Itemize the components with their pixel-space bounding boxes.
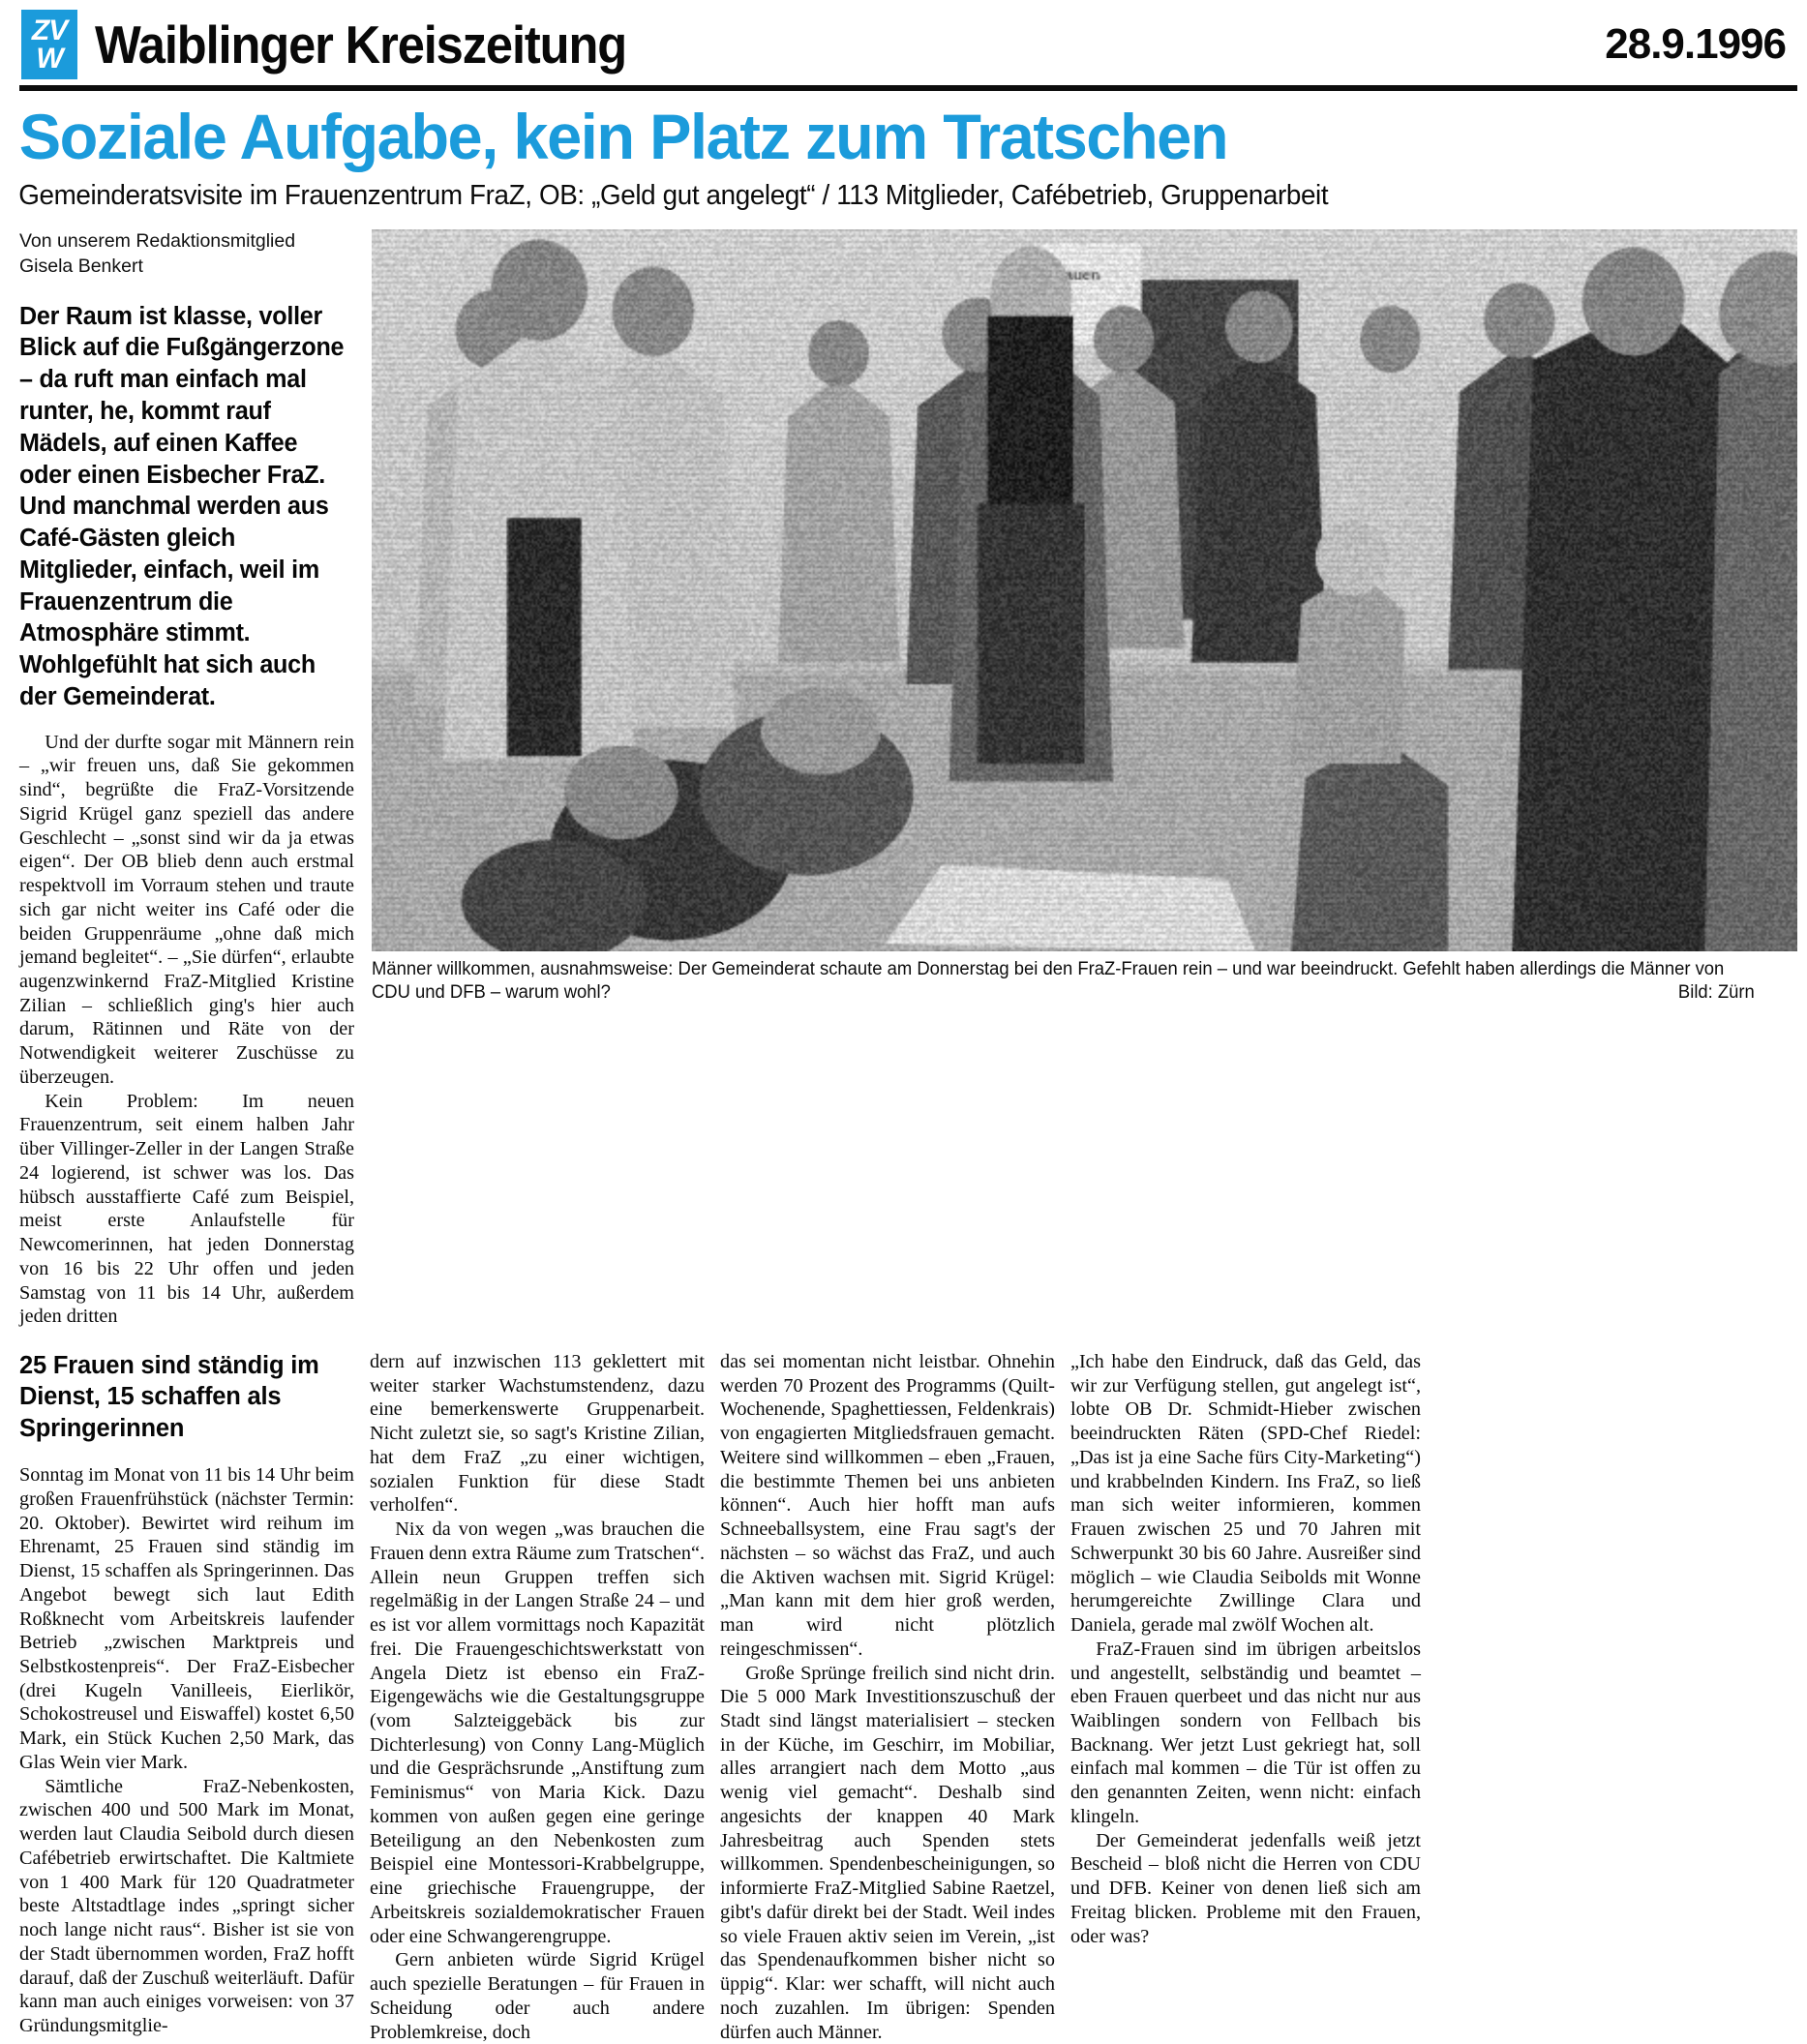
column-1-lower	[19, 1350, 370, 2044]
byline-line-1: Von unserem Redaktionsmitglied	[19, 230, 296, 253]
lower-section	[0, 1329, 1807, 2044]
column-2-lower	[370, 1350, 720, 2044]
section-subhead: 25 Frauen sind ständig im Dienst, 15 schaffen als Springerinnen	[19, 1351, 319, 1442]
byline-line-2: Gisela Benkert	[19, 255, 143, 277]
paragraph: „Ich habe den Eindruck, daß das Geld, das wir zur Verfügung stellen, gut angelegt ist“, lobte OB Dr. Schmidt-Hieber zwischen beeindruckten Räten (SPD-Chef Riedel: „Das ist ja eine Sache fürs City-Marketing“) und krabbelnden Kindern. Ins FraZ, so ließ man sich weiter informieren, kommen Frauen zwischen 25 und 70 Jahren mit Schwerpunkt 30 bis 60 Jahre. Ausreißer sind möglich – wie Claudia Seibolds mit Wonne herumgereichte Zwillinge Clara und Daniela, gerade mal zwölf Wochen alt.	[1070, 1350, 1421, 1637]
column-3-lower-body	[720, 1350, 1055, 2044]
article-photo-canvas	[372, 229, 1797, 951]
column-4-lower-body	[1070, 1350, 1421, 1948]
column-3-lower	[720, 1350, 1070, 2044]
photo-wrapper	[370, 229, 1797, 1329]
byline	[19, 229, 354, 279]
column-2-lower-body	[370, 1350, 705, 2044]
column-1-upper	[19, 229, 370, 1329]
article-photo	[372, 229, 1797, 951]
paragraph: FraZ-Frauen sind im übrigen arbeitslos und angestellt, selbständig und beamtet – eben Frauen querbeet und das nicht nur aus Waiblingen sondern von Fellbach bis Backnang. Wer jetzt Lust gekriegt hat, soll einfach mal kommen – die Tür ist offen zu den genannten Zeiten, wenn nicht: einfach klingeln.	[1070, 1638, 1421, 1827]
paragraph: Gern anbieten würde Sigrid Krügel auch spezielle Beratungen – für Frauen in Scheidung oder auch andere Problemkreise, doch	[370, 1949, 705, 2043]
page-headline: Soziale Aufgabe, kein Platz zum Tratschen	[18, 101, 1228, 172]
paragraph: Und der durfte sogar mit Männern rein – „wir freuen uns, daß Sie gekommen sind“, begrüßte die FraZ-Vorsitzende Sigrid Krügel ganz speziell das andere Geschlecht – „sonst sind wir da ja etwas eigen“. Der OB blieb denn auch erstmal respektvoll im Vorraum stehen und traute sich gar nicht weiter ins Café oder die beiden Gruppenräume „ohne daß mich jemand begleitet“. – „Sie dürfen“, erlaubte augenzwinkernd FraZ-Mitglied Kristine Zilian – schließlich ging's hier auch darum, Rätinnen und Räte von der Notwendigkeit weiterer Zuschüsse zu überzeugen.	[19, 731, 354, 1088]
upper-section	[0, 212, 1807, 1329]
masthead-title: Waiblinger Kreiszeitung	[95, 14, 627, 75]
masthead-date: 28.9.1996	[1605, 20, 1786, 68]
photo-caption	[372, 951, 1755, 1004]
paragraph: das sei momentan nicht leistbar. Ohnehin werden 70 Prozent des Programms (Quilt-Wochenende, Spaghettiessen, Feldenkrais) von engagierten Mitgliedsfrauen gemacht. Weitere sind willkommen – eben „Frauen, die bestimmte Themen bei uns anbieten können“. Auch hier hofft man aufs Schneeballsystem, eine Frau sagt's der nächsten – so wächst das FraZ, und auch die Aktiven wachsen mit. Sigrid Krügel: „Man kann mit dem hier groß werden, man wird nicht plötzlich reingeschmissen“.	[720, 1350, 1055, 1660]
paragraph: Sämtliche FraZ-Nebenkosten, zwischen 400 und 500 Mark im Monat, werden laut Claudia Seibold durch diesen Cafébetrieb erwirtschaftet. Die Kaltmiete von 1 400 Mark für 120 Quadratmeter beste Altstadtlage indes „springt sicher noch lange nicht raus“. Bisher ist sie von der Stadt übernommen worden, FraZ hofft darauf, daß der Zuschuß weiterläuft. Dafür kann man auch einiges vorweisen: von 37 Gründungsmitglie-	[19, 1775, 354, 2036]
lead-paragraph: Der Raum ist klasse, voller Blick auf die Fußgängerzone – da ruft man einfach mal runter, he, kommt rauf Mädels, auf einen Kaffee oder einen Eisbecher FraZ. Und manchmal werden aus Café-Gästen gleich Mitglieder, einfach, weil im Frauenzentrum die Atmosphäre stimmt. Wohlgefühlt hat sich auch der Gemeinderat.	[19, 302, 345, 710]
column-1-upper-body	[19, 731, 354, 1329]
column-4-lower	[1070, 1350, 1421, 2044]
paragraph: Der Gemeinderat jedenfalls weiß jetzt Bescheid – bloß nicht die Herren von CDU und DFB. Keiner von denen ließ sich am Freitag blicken. Probleme mit den Frauen, oder was?	[1070, 1829, 1421, 1947]
photo-caption-text: Männer willkommen, ausnahmsweise: Der Gemeinderat schaute am Donnerstag bei den FraZ-Frauen rein – und war beeindruckt. Gefehlt haben allerdings die Männer von CDU und DFB – warum wohl?	[372, 959, 1725, 1003]
masthead	[0, 0, 1807, 81]
logo-text-top: ZV	[31, 15, 68, 46]
paragraph: Große Sprünge freilich sind nicht drin. Die 5 000 Mark Investitionszuschuß der Stadt sind längst materialisiert – stecken in der Küche, im Geschirr, im Mobiliar, alles arrangiert nach dem Motto „aus wenig viel gemacht“. Deshalb sind angesichts der knappen 40 Mark Jahresbeitrag auch Spenden stets willkommen. Spendenbescheinigungen, so informierte FraZ-Mitglied Sabine Raetzel, gibt's dafür direkt bei der Stadt. Weil indes so viele Frauen aktiv seien im Verein, „ist das Spendenaufkommen bisher nicht so üppig“. Klar: wer schafft, will nicht auch noch zuzahlen. Im übrigen: Spenden dürfen auch Männer.	[720, 1662, 1055, 2043]
zvw-logo	[21, 10, 77, 79]
photo-credit: Bild: Zürn	[1677, 981, 1755, 1003]
column-1-lower-body	[19, 1463, 354, 2038]
paragraph: dern auf inzwischen 113 geklettert mit weiter starker Wachstumstendenz, dazu eine bemerkenswerte Gruppenarbeit. Nicht zuletzt sie, so sagt's Kristine Zilian, hat dem FraZ „zu einer wichtigen, sozialen Funktion für diese Stadt verholfen“.	[370, 1350, 705, 1517]
paragraph: Sonntag im Monat von 11 bis 14 Uhr beim großen Frauenfrühstück (nächster Termin: 20. Oktober). Bewirtet wird reihum im Ehrenamt, 25 Frauen sind ständig im Dienst, 15 schaffen als Springerinnen. Das Angebot bewegt sich laut Edith Roßknecht vom Arbeitskreis laufender Betrieb „zwischen Marktpreis und Selbstkostenpreis“. Der FraZ-Eisbecher (drei Kugeln Vanilleeis, Eierlikör, Schokostreusel und Eiswaffel) kostet 6,50 Mark, ein Stück Kuchen 2,50 Mark, das Glas Wein vier Mark.	[19, 1464, 354, 1773]
logo-text-bottom: W	[36, 43, 63, 75]
page-deck: Gemeinderatsvisite im Frauenzentrum FraZ, OB: „Geld gut angelegt“ / 113 Mitglieder, Cafébetrieb, Gruppenarbeit	[18, 180, 1329, 212]
paragraph: Nix da von wegen „was brauchen die Frauen denn extra Räume zum Tratschen“. Allein neun Gruppen treffen sich regelmäßig in der Langen Straße 24 – und es ist vor allem vormittags noch Kapazität frei. Die Frauengeschichtswerkstatt von Angela Dietz ist ebenso ein FraZ-Eigengewächs wie die Gestaltungsgruppe (vom Salzteiggebäck bis zur Dichterlesung) von Conny Lang-Müglich und die Gesprächsrunde „Anstiftung zum Feminismus“ von Maria Kick. Dazu kommen von außen gegen eine geringe Beteiligung an den Nebenkosten zum Beispiel eine Montessori-Krabbelgruppe, eine griechische Frauengruppe, der Arbeitskreis sozialdemokratischer Frauen oder eine Schwangerengruppe.	[370, 1518, 705, 1947]
paragraph: Kein Problem: Im neuen Frauenzentrum, seit einem halben Jahr über Villinger-Zeller in der Langen Straße 24 logierend, ist schwer was los. Das hübsch ausstaffierte Café zum Beispiel, meist erste Anlaufstelle für Newcomerinnen, hat jeden Donnerstag von 16 bis 22 Uhr offen und jeden Samstag von 11 bis 14 Uhr, außerdem jeden dritten	[19, 1090, 354, 1328]
